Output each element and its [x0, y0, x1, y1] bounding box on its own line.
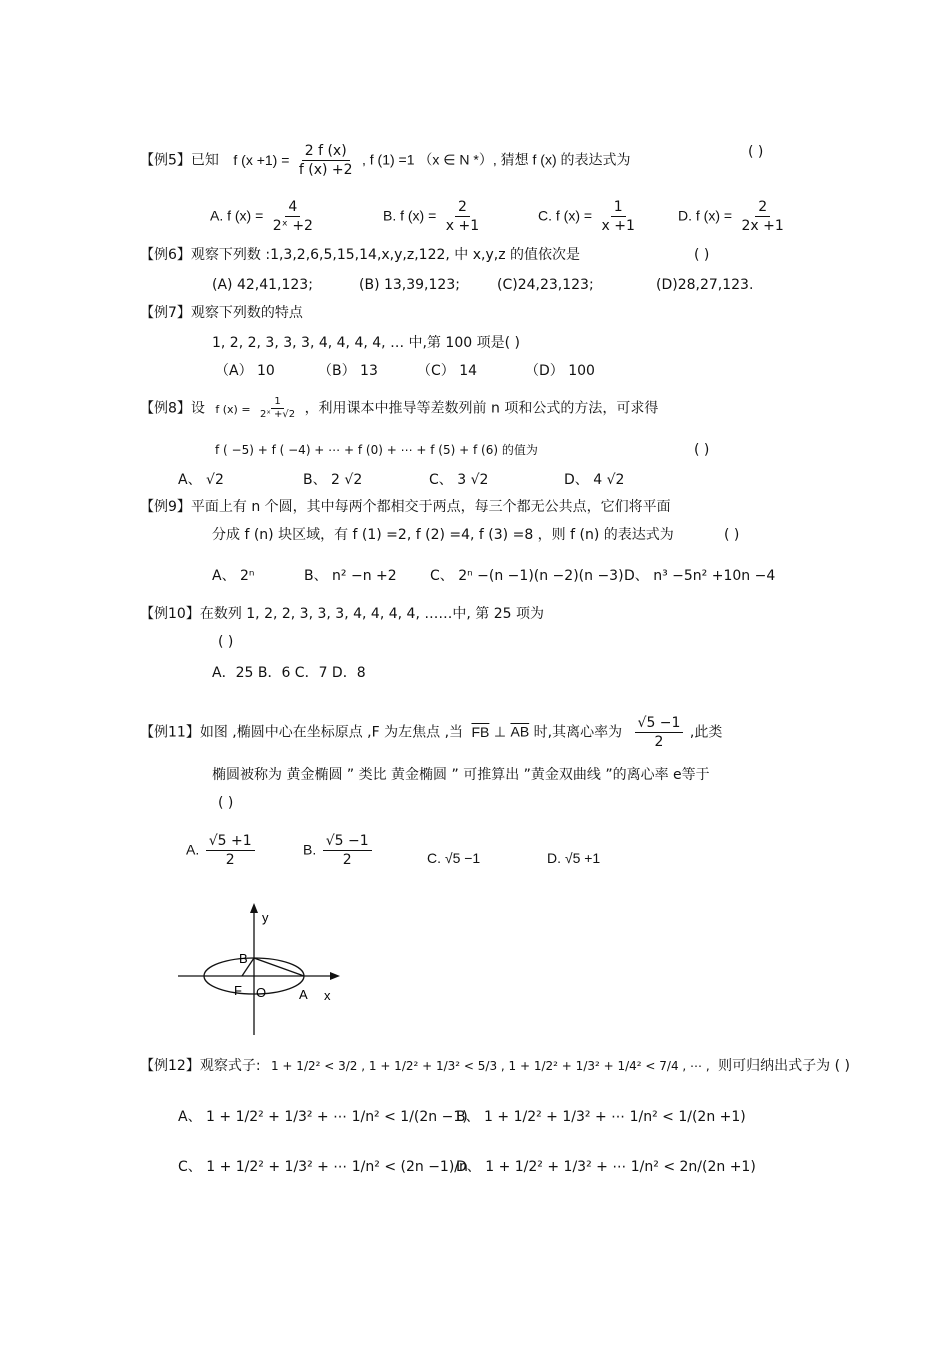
ex8-label: 【例8】设: [140, 400, 205, 417]
ex11-optb-frac: [323, 832, 372, 869]
ex6-option-c[interactable]: (C)24,23,123;: [497, 277, 594, 293]
ex11-e-num: √5 −1: [635, 714, 684, 733]
ex8-option-c[interactable]: C、 3 √2: [429, 472, 489, 488]
ex11-stem-line2: 椭圆被称为 黄金椭圆 ” 类比 黄金椭圆 ” 可推算出 ”黄金双曲线 ”的离心率 e等于: [212, 767, 710, 783]
ex8-option-a[interactable]: A、 √2: [178, 472, 224, 488]
ex11-option-b[interactable]: [303, 832, 374, 869]
ex11-mid: 时,其离心率为: [533, 724, 623, 741]
label-o: O: [256, 985, 267, 1000]
ex8-ffrac: [257, 396, 298, 421]
ex12-option-d[interactable]: D、 1 + 1/2² + 1/3² + ⋯ 1/n² < 2n/(2n +1): [456, 1159, 756, 1175]
ex8-sum-text: f ( −5) + f ( −4) + ⋯ + f (0) + ⋯ + f (5) + f (6) 的值为: [215, 443, 538, 457]
ex8-flead: f (x) =: [215, 402, 251, 416]
label-y: y: [262, 910, 269, 925]
ex5-label: 【例5】已知: [140, 152, 219, 169]
ellipse-figure: [170, 900, 350, 1040]
ex9-paren: ( ): [724, 527, 740, 543]
ex5-optd-num: 2: [755, 198, 770, 217]
ex5-option-d[interactable]: [678, 198, 789, 235]
ex11-optb-den: 2: [342, 852, 352, 868]
ex11-opta-lead: A.: [186, 841, 200, 858]
ex7-option-b[interactable]: （B） 13: [318, 363, 378, 379]
ex5-opta-num: 4: [285, 198, 300, 217]
ex9-stem-line2: 分成 f (n) 块区域，有 f (1) =2, f (2) =4, f (3) =8 ，则 f (n) 的表达式为: [212, 527, 674, 543]
ex9-option-b[interactable]: B、 n² −n +2: [304, 568, 397, 584]
ex11-perp: ⊥: [493, 724, 507, 741]
ex12-option-b[interactable]: B、 1 + 1/2² + 1/3² + ⋯ 1/n² < 1/(2n +1): [456, 1109, 746, 1125]
ex11-option-c[interactable]: C. √5 −1: [427, 850, 481, 866]
ex5-den: f (x) +2: [298, 162, 353, 178]
x-axis-arrow: [330, 972, 340, 980]
ex8-fden: 2ˣ +√2: [260, 409, 296, 420]
ex11-option-d[interactable]: D. √5 +1: [547, 850, 601, 866]
ex8-stem: [140, 396, 658, 421]
ex5-paren: ( ): [748, 144, 764, 160]
ex11-opta-num: √5 +1: [206, 832, 255, 851]
ex6-stem: 【例6】观察下列数 :1,3,2,6,5,15,14,x,y,z,122, 中 x,y,z 的值依次是: [140, 247, 581, 263]
ex10-options[interactable]: A．25 B．6 C．7 D．8: [212, 665, 366, 681]
ex11-e-frac: [635, 714, 684, 751]
ex12-option-c[interactable]: C、 1 + 1/2² + 1/3² + ⋯ 1/n² < (2n −1)/n: [178, 1159, 468, 1175]
ex5-optd-den: 2x +1: [741, 218, 784, 234]
ex8-rest: ，利用课本中推导等差数列前 n 项和公式的方法，可求得: [304, 400, 659, 417]
ex9-option-c[interactable]: C、 2ⁿ −(n −1)(n −2)(n −3): [430, 568, 624, 584]
ex5-eq: f (x +1) =: [233, 151, 290, 168]
ex6-option-d[interactable]: (D)28,27,123.: [656, 277, 754, 293]
ex10-paren: ( ): [218, 634, 234, 650]
ex7-option-c[interactable]: （C） 14: [417, 363, 478, 379]
ex6-paren: ( ): [694, 247, 710, 263]
ex9-option-a[interactable]: A、 2ⁿ: [212, 568, 255, 584]
ex11-vector-fb: $\overline{FB}$: [471, 723, 490, 740]
ex5-option-c[interactable]: [538, 198, 640, 235]
ex5-opta-den: 2ˣ +2: [272, 218, 313, 234]
ex7-option-a[interactable]: （A） 10: [215, 363, 275, 379]
ex5-optd-frac: [739, 198, 787, 235]
ex11-paren: ( ): [218, 795, 234, 811]
ex11-optb-lead: B.: [303, 841, 317, 858]
ex12-label: 【例12】观察式子:: [140, 1058, 261, 1074]
ex11-e-den: 2: [654, 734, 664, 750]
ex7-sequence: 1, 2, 2, 3, 3, 3, 4, 4, 4, 4, … 中,第 100 项是( ): [212, 335, 520, 351]
ex5-optc-num: 1: [611, 198, 626, 217]
ex5-optb-den: x +1: [445, 218, 480, 234]
ex5-optd-lead: D. f (x) =: [678, 207, 733, 224]
ex5-option-b[interactable]: [383, 198, 484, 235]
ex11-opta-frac: [206, 832, 255, 869]
ex12-expr: 1 + 1/2² < 3/2 , 1 + 1/2² + 1/3² < 5/3 , 1 + 1/2² + 1/3² + 1/4² < 7/4 , ⋯ ,: [270, 1059, 710, 1073]
ex5-fraction: [296, 142, 356, 179]
ex7-stem: 【例7】观察下列数的特点: [140, 305, 303, 321]
ex11-tail: ,此类: [689, 724, 723, 741]
ex11-option-a[interactable]: [186, 832, 257, 869]
ex10-stem: 【例10】在数列 1, 2, 2, 3, 3, 3, 4, 4, 4, 4, ……中, 第 25 项为: [140, 606, 544, 622]
ex5-optb-lead: B. f (x) =: [383, 207, 437, 224]
ex5-opta-lead: A. f (x) =: [210, 207, 264, 224]
ex9-stem-line1: 【例9】平面上有 n 个圆，其中每两个都相交于两点，每三个都无公共点，它们将平面: [140, 499, 671, 515]
ex5-optc-lead: C. f (x) =: [538, 207, 593, 224]
ex5-optc-den: x +1: [601, 218, 635, 234]
ex5-optb-num: 2: [455, 198, 470, 217]
ex11-stem: [140, 714, 722, 751]
ex11-vector-ab: $\overline{AB}$: [510, 723, 530, 740]
ex11-opta-den: 2: [225, 852, 235, 868]
label-x: x: [324, 988, 331, 1003]
ex5-optb-frac: [443, 198, 482, 235]
ex12-stem: [140, 1056, 850, 1076]
ex5-optc-frac: [599, 198, 638, 235]
ex8-option-d[interactable]: D、 4 √2: [564, 472, 625, 488]
ex8-sum: [215, 440, 538, 461]
ex5-stem: [140, 142, 631, 179]
ex12-option-a[interactable]: A、 1 + 1/2² + 1/3² + ⋯ 1/n² < 1/(2n −1): [178, 1109, 468, 1125]
ex5-num: 2 f (x): [302, 142, 350, 161]
y-axis-arrow: [250, 903, 258, 913]
ex12-tail: 则可归纳出式子为 ( ): [718, 1058, 850, 1074]
label-b: B: [239, 951, 248, 966]
ex8-fnum: 1: [271, 396, 283, 409]
ex5-opta-frac: [270, 198, 316, 235]
label-f: F: [234, 983, 242, 998]
ex8-option-b[interactable]: B、 2 √2: [303, 472, 363, 488]
ex8-paren: ( ): [694, 442, 710, 458]
label-a: A: [299, 987, 308, 1002]
ex5-cond: , f (1) =1 （x ∈ N *）, 猜想 f (x) 的表达式为: [362, 151, 631, 168]
ex5-option-a[interactable]: [210, 198, 318, 235]
ex6-option-a[interactable]: (A) 42,41,123;: [212, 277, 313, 293]
ex7-option-d[interactable]: （D） 100: [525, 363, 595, 379]
ex6-option-b[interactable]: (B) 13,39,123;: [359, 277, 460, 293]
ex11-label: 【例11】如图 ,椭圆中心在坐标原点 ,F 为左焦点 ,当: [140, 724, 464, 741]
ex11-optb-num: √5 −1: [323, 832, 372, 851]
ex9-option-d[interactable]: D、 n³ −5n² +10n −4: [624, 568, 776, 584]
